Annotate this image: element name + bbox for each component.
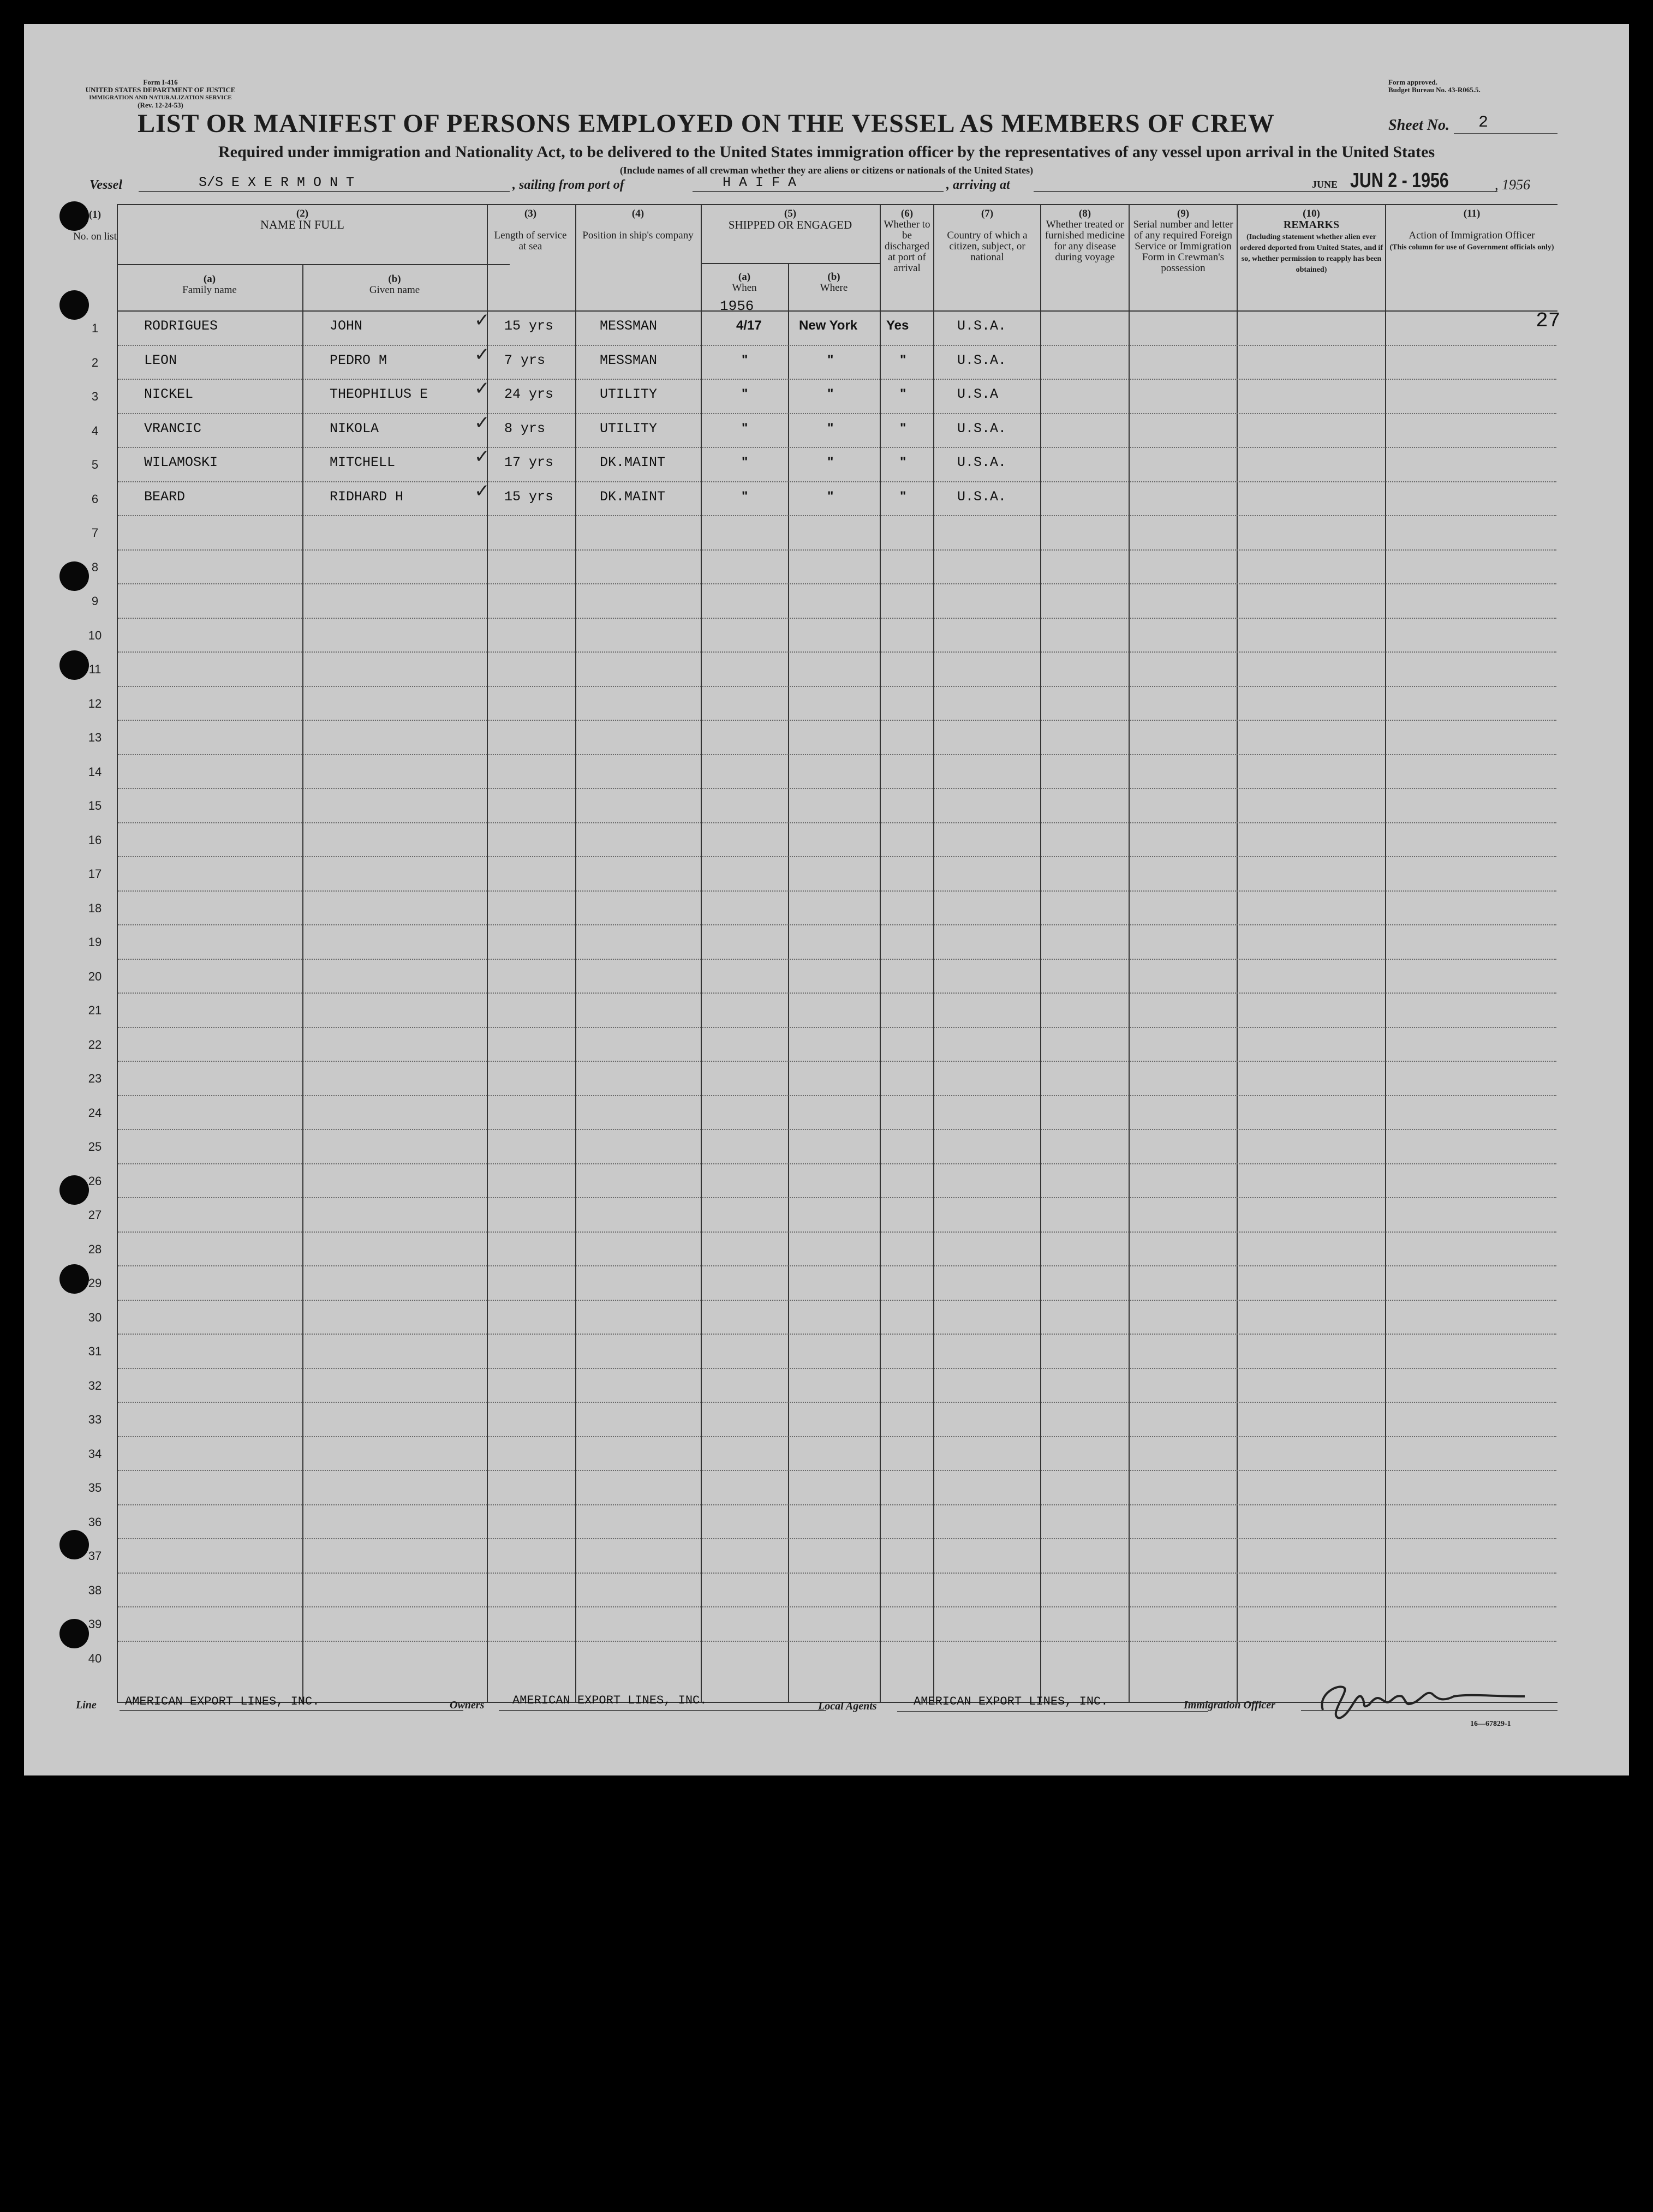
col10-number: (10) [1303, 208, 1320, 219]
approval-block [1388, 79, 1568, 94]
row-divider [118, 1061, 1556, 1062]
row-divider [118, 515, 1556, 516]
date-printed-label: JUNE [1312, 179, 1338, 190]
col10-header [1239, 208, 1384, 274]
col9-label: Serial number and letter of any required Foreign Service or Immigration Form in Crewman's possession [1133, 219, 1233, 274]
row-number: 19 [88, 935, 102, 949]
col9-header [1131, 208, 1236, 274]
sheet-underline [1454, 133, 1557, 134]
col8-number: (8) [1078, 208, 1091, 219]
col7-number: (7) [981, 208, 994, 219]
row-number: 10 [88, 628, 102, 642]
family-name-cell: RODRIGUES [144, 318, 218, 334]
col-line-2 [302, 264, 303, 1702]
vessel-name: S/S E X E R M O N T [199, 175, 355, 190]
row-divider [118, 1368, 1556, 1369]
col11-header [1388, 208, 1555, 252]
position-cell: DK.MAINT [600, 455, 666, 470]
row-divider [118, 1095, 1556, 1096]
row-divider [118, 1573, 1556, 1574]
discharge-cell: Yes [886, 318, 909, 333]
given-name-cell: MITCHELL [330, 455, 396, 470]
row-number: 9 [91, 594, 99, 608]
row-divider [118, 549, 1556, 551]
form-subtitle-note: (Include names of all crewman whether they are aliens or citizens or nationals of the United States) [619, 165, 1034, 176]
arriving-label: , arriving at [946, 178, 1010, 192]
col5b-label: Where [820, 282, 848, 294]
row-number: 24 [88, 1105, 102, 1120]
row-divider [118, 1504, 1556, 1505]
col10-note: (Including statement whether alien ever ordered deported from United States, and if so, whether permission to reapply has been obtained) [1240, 233, 1383, 274]
row-number: 34 [88, 1446, 102, 1461]
row-divider [118, 788, 1556, 789]
row-number: 29 [88, 1276, 102, 1290]
shipped-when-cell: " [742, 352, 748, 367]
row-divider [118, 1538, 1556, 1539]
country-cell: U.S.A. [957, 352, 1007, 368]
manifest-sheet [24, 24, 1629, 1775]
col2a-number: (a) [203, 273, 216, 285]
col-line-1 [117, 204, 118, 1702]
row-divider [118, 686, 1556, 687]
col-line-6 [788, 263, 789, 1702]
row-divider [118, 1436, 1556, 1437]
row-divider [118, 1606, 1556, 1607]
department: UNITED STATES DEPARTMENT OF JUSTICE [85, 86, 236, 94]
header-bottom-border [117, 310, 1557, 312]
discharge-cell: " [900, 386, 906, 401]
row-divider [118, 720, 1556, 721]
row-number: 36 [88, 1515, 102, 1529]
country-cell: U.S.A. [957, 318, 1007, 334]
col7-label: Country of which a citizen, subject, or national [947, 230, 1028, 263]
arrival-year: , 1956 [1495, 177, 1530, 193]
name-subrule [117, 264, 510, 265]
vessel-underline [139, 191, 510, 192]
col9-number: (9) [1177, 208, 1190, 219]
col7-header [935, 208, 1039, 263]
port-name: H A I F A [723, 175, 797, 190]
vessel-label: Vessel [89, 178, 122, 192]
discharge-cell: " [900, 352, 906, 367]
row-number: 14 [88, 764, 102, 779]
row-number: 28 [88, 1242, 102, 1256]
col-line-10 [1129, 204, 1130, 1702]
row-number: 39 [88, 1617, 102, 1631]
row-number: 30 [88, 1310, 102, 1324]
col2b-label: Given name [369, 284, 420, 296]
shipped-where-cell: " [827, 420, 834, 435]
row-divider [118, 1027, 1556, 1028]
service-length-cell: 7 yrs [504, 352, 546, 368]
col11-label: Action of Immigration Officer [1409, 230, 1535, 241]
row-number: 7 [91, 526, 99, 540]
service-name: IMMIGRATION AND NATURALIZATION SERVICE [89, 94, 232, 101]
row-number: 38 [88, 1583, 102, 1597]
col-line-4 [575, 204, 576, 1702]
year-note: 1956 [720, 298, 754, 314]
row-number: 15 [88, 799, 102, 812]
shipped-when-cell: " [742, 455, 748, 469]
agents-label: Local Agents [818, 1700, 877, 1712]
table-top-border [117, 204, 1557, 205]
row-number: 32 [88, 1378, 102, 1392]
col-line-5 [701, 204, 702, 1702]
given-name-cell: THEOPHILUS E [330, 386, 428, 402]
print-code: 16—67829-1 [1470, 1720, 1511, 1728]
agents-underline [897, 1711, 1208, 1712]
family-name-cell: BEARD [144, 488, 186, 505]
col6-number: (6) [900, 208, 914, 219]
row-number: 16 [88, 833, 102, 847]
row-divider [118, 447, 1556, 448]
check-mark: ✓ [474, 378, 490, 399]
row-number: 6 [91, 492, 99, 506]
row-number: 12 [88, 696, 102, 710]
shipped-where-cell: " [827, 455, 834, 469]
row-divider [118, 924, 1556, 925]
port-underline [693, 191, 944, 192]
row-number: 17 [88, 867, 102, 881]
shipped-subrule [701, 263, 881, 264]
shipped-where-cell: " [827, 386, 834, 401]
row-divider [118, 754, 1556, 755]
row-divider [118, 413, 1556, 414]
discharge-cell: " [900, 488, 906, 504]
row-divider [118, 993, 1556, 994]
col-line-11 [1237, 204, 1238, 1702]
row-number: 37 [88, 1549, 102, 1563]
officer-signature [1306, 1672, 1536, 1724]
service-length-cell: 24 yrs [504, 386, 554, 402]
col3-label: Length of service at sea [494, 230, 567, 252]
sheet-number: 2 [1478, 113, 1489, 132]
row-divider [118, 379, 1556, 380]
service-length-cell: 17 yrs [504, 455, 554, 470]
col2b-header [302, 274, 487, 296]
form-approved: Form approved. [1388, 78, 1438, 86]
col2-label: NAME IN FULL [260, 218, 344, 231]
row-divider [118, 822, 1556, 823]
line-value: AMERICAN EXPORT LINES, INC. [125, 1695, 320, 1708]
col11-note: (This column for use of Government officials only) [1389, 243, 1554, 252]
owners-value: AMERICAN EXPORT LINES, INC. [512, 1694, 707, 1707]
revision: (Rev. 12-24-53) [138, 101, 183, 109]
row-number: 11 [88, 662, 102, 676]
arrival-date-stamp: JUN 2 - 1956 [1350, 169, 1449, 192]
col8-header [1042, 208, 1127, 263]
col2-header [117, 208, 488, 231]
shipped-where-cell: New York [799, 318, 858, 333]
discharge-cell: " [900, 420, 906, 435]
shipped-where-cell: " [827, 488, 834, 504]
col3-header [492, 208, 569, 252]
shipped-where-cell: " [827, 352, 834, 367]
col5a-label: When [732, 282, 757, 294]
check-mark: ✓ [474, 411, 490, 434]
row-divider [118, 1265, 1556, 1266]
form-number: Form I-416 [143, 78, 178, 86]
col2-number: (2) [296, 208, 309, 219]
col8-label: Whether treated or furnished medicine for any disease during voyage [1045, 219, 1125, 263]
discharge-cell: " [900, 455, 906, 469]
form-title: LIST OR MANIFEST OF PERSONS EMPLOYED ON THE VESSEL AS MEMBERS OF CREW [138, 109, 1275, 138]
owners-underline [499, 1710, 826, 1711]
col1-number: (1) [88, 209, 102, 220]
given-name-cell: NIKOLA [330, 420, 379, 437]
row-number: 18 [88, 901, 102, 915]
col3-number: (3) [524, 208, 537, 219]
sailing-label: , sailing from port of [512, 178, 624, 192]
row-number: 23 [88, 1072, 102, 1085]
punch-hole [59, 1530, 89, 1559]
agents-value: AMERICAN EXPORT LINES, INC. [914, 1695, 1108, 1708]
row-number: 2 [91, 355, 99, 369]
col4-label: Position in ship's company [582, 230, 694, 241]
service-length-cell: 8 yrs [504, 420, 546, 437]
row-number: 21 [88, 1003, 102, 1017]
check-mark: ✓ [474, 480, 490, 502]
row-number: 13 [88, 731, 102, 744]
punch-hole [59, 1264, 89, 1294]
family-name-cell: WILAMOSKI [144, 455, 218, 470]
col1-label: No. on list [73, 231, 117, 242]
row-number: 22 [88, 1037, 102, 1051]
row-number: 40 [88, 1651, 102, 1665]
col6-header [881, 208, 933, 274]
given-name-cell: PEDRO M [330, 352, 387, 368]
row-divider [118, 1402, 1556, 1403]
row-divider [118, 1231, 1556, 1233]
row-divider [118, 1197, 1556, 1198]
officer-label: Immigration Officer [1184, 1699, 1275, 1711]
punch-hole [59, 290, 89, 320]
row-number: 31 [88, 1344, 102, 1358]
row-divider [118, 959, 1556, 960]
shipped-when-cell: " [742, 386, 748, 401]
row-divider [118, 1641, 1556, 1642]
position-cell: DK.MAINT [600, 488, 666, 505]
check-mark: ✓ [474, 309, 490, 331]
country-cell: U.S.A. [957, 420, 1007, 437]
row-divider [118, 1163, 1556, 1164]
shipped-when-cell: 4/17 [736, 318, 762, 333]
form-subtitle: Required under immigration and Nationality Act, to be delivered to the United States immigration officer by the representatives of any vessel upon arrival in the United States [218, 143, 1435, 161]
col2a-header [117, 274, 302, 296]
row-divider [118, 481, 1556, 482]
family-name-cell: VRANCIC [144, 420, 202, 437]
col4-header [581, 208, 695, 241]
shipped-when-cell: " [742, 488, 748, 504]
col5-number: (5) [784, 208, 797, 219]
given-name-cell: JOHN [330, 318, 363, 334]
row-number: 4 [91, 423, 99, 438]
punch-hole [59, 561, 89, 591]
col6-label: Whether to be discharged at port of arrival [884, 219, 930, 274]
family-name-cell: NICKEL [144, 386, 194, 402]
row-number: 1 [91, 321, 99, 335]
col10-label: REMARKS [1283, 219, 1340, 231]
position-cell: MESSMAN [600, 352, 658, 368]
row-number: 3 [91, 390, 99, 403]
country-cell: U.S.A [957, 386, 999, 402]
row-divider [118, 618, 1556, 619]
line-underline [120, 1710, 463, 1711]
col-line-12 [1385, 204, 1386, 1702]
form-id-block [57, 79, 264, 109]
col4-number: (4) [631, 208, 645, 219]
col5-header [701, 208, 880, 231]
row-number: 35 [88, 1481, 102, 1494]
punch-hole [59, 1175, 89, 1205]
row-divider [118, 583, 1556, 584]
country-cell: U.S.A. [957, 488, 1007, 505]
row-divider [118, 1129, 1556, 1130]
row-divider [118, 345, 1556, 346]
col5-label: SHIPPED OR ENGAGED [728, 218, 852, 231]
service-length-cell: 15 yrs [504, 488, 554, 505]
row-number: 33 [88, 1413, 102, 1426]
col5a-header [701, 272, 788, 294]
family-name-cell: LEON [144, 352, 177, 368]
col2b-number: (b) [388, 273, 401, 285]
punch-hole [59, 650, 89, 680]
punch-hole [59, 1619, 89, 1648]
row-divider [118, 651, 1556, 653]
row-number: 26 [88, 1174, 102, 1188]
position-cell: UTILITY [600, 420, 658, 437]
row-divider [118, 890, 1556, 892]
col2a-label: Family name [182, 284, 237, 296]
line-label: Line [76, 1699, 97, 1711]
row-divider [118, 1300, 1556, 1301]
row-divider [118, 1470, 1556, 1471]
punch-hole [59, 201, 89, 231]
officer-action-cell: 27 [1536, 309, 1561, 333]
col5a-number: (a) [738, 271, 751, 283]
position-cell: UTILITY [600, 386, 658, 402]
col-line-8 [933, 204, 934, 1702]
shipped-when-cell: " [742, 420, 748, 435]
row-number: 27 [88, 1208, 102, 1222]
row-number: 25 [88, 1140, 102, 1153]
col-line-9 [1040, 204, 1041, 1702]
owners-label: Owners [450, 1699, 485, 1711]
check-mark: ✓ [474, 343, 490, 366]
row-number: 20 [88, 969, 102, 983]
row-number: 5 [91, 458, 99, 471]
budget-bureau: Budget Bureau No. 43-R065.5. [1388, 86, 1481, 94]
row-divider [118, 1334, 1556, 1335]
position-cell: MESSMAN [600, 318, 658, 334]
row-divider [118, 856, 1556, 857]
row-number: 8 [91, 560, 99, 574]
check-mark: ✓ [474, 446, 490, 468]
given-name-cell: RIDHARD H [330, 488, 404, 505]
col11-number: (11) [1463, 208, 1481, 219]
sheet-number-label: Sheet No. [1388, 117, 1449, 134]
col5b-header [788, 272, 880, 294]
col5b-number: (b) [827, 271, 840, 283]
col-line-7 [880, 204, 881, 1702]
country-cell: U.S.A. [957, 455, 1007, 470]
service-length-cell: 15 yrs [504, 318, 554, 334]
crew-table [24, 204, 1629, 1705]
